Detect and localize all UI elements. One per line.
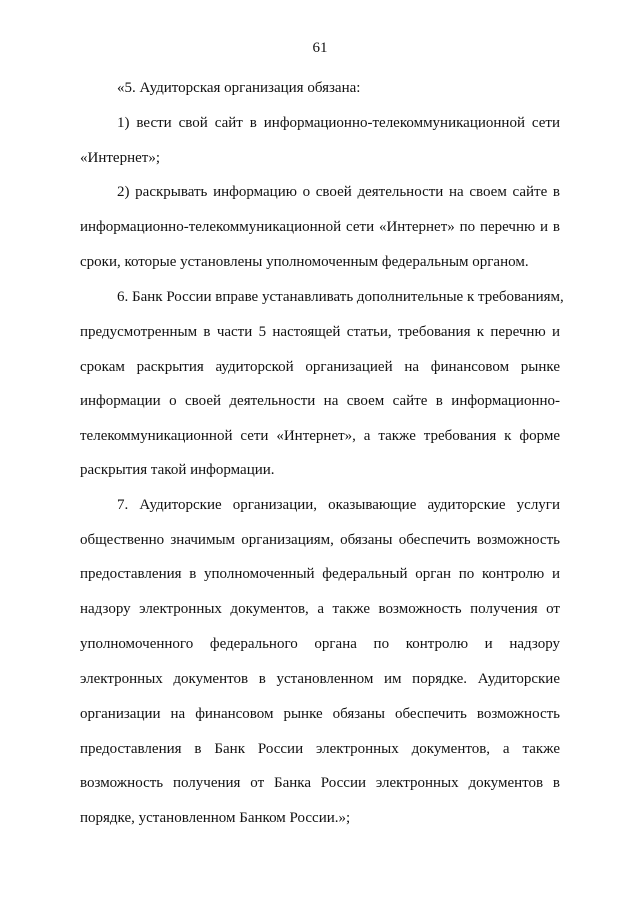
text-line: информационно-телекоммуникационной сети «Интернет» по перечню и в	[80, 219, 560, 235]
text-line: возможность получения от Банка России электронных документов в	[80, 775, 560, 791]
text-line: 7. Аудиторские организации, оказывающие аудиторские услуги	[117, 497, 560, 513]
text-line: «5. Аудиторская организация обязана:	[117, 80, 361, 96]
text-line: «Интернет»;	[80, 150, 160, 166]
text-line: предусмотренным в части 5 настоящей статьи, требования к перечню и	[80, 324, 560, 340]
text-line: организации на финансовом рынке обязаны обеспечить возможность	[80, 706, 560, 722]
text-line: телекоммуникационной сети «Интернет», а также требования к форме	[80, 428, 560, 444]
text-line: уполномоченного федерального органа по контролю и надзору	[80, 636, 560, 652]
text-line: 6. Банк России вправе устанавливать дополнительные к требованиям,	[117, 289, 564, 305]
text-line: предоставления в уполномоченный федеральный орган по контролю и	[80, 566, 560, 582]
text-line: сроки, которые установлены уполномоченным федеральным органом.	[80, 254, 529, 270]
text-line: информации о своей деятельности на своем сайте в информационно-	[80, 393, 560, 409]
text-line: надзору электронных документов, а также возможность получения от	[80, 601, 560, 617]
text-line: предоставления в Банк России электронных документов, а также	[80, 741, 560, 757]
page-number: 61	[312, 40, 328, 56]
text-line: 2) раскрывать информацию о своей деятельности на своем сайте в	[117, 184, 560, 200]
text-line: порядке, установленном Банком России.»;	[80, 810, 351, 826]
text-line: 1) вести свой сайт в информационно-телекоммуникационной сети	[117, 115, 560, 131]
text-line: срокам раскрытия аудиторской организацией на финансовом рынке	[80, 359, 560, 375]
text-line: раскрытия такой информации.	[80, 462, 275, 478]
text-line: электронных документов в установленном им порядке. Аудиторские	[80, 671, 560, 687]
text-line: общественно значимым организациям, обязаны обеспечить возможность	[80, 532, 560, 548]
